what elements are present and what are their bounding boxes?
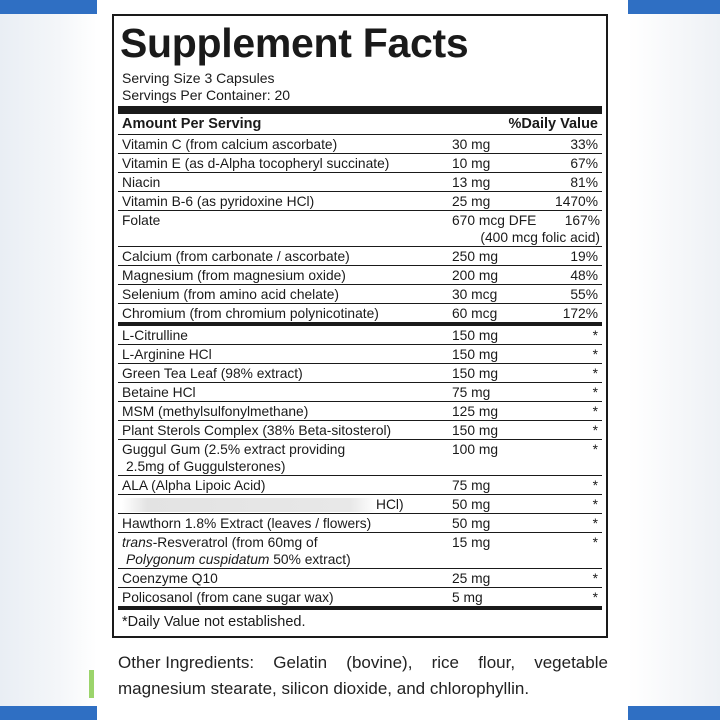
ingredient-dv: * bbox=[592, 535, 598, 550]
obscured-text bbox=[122, 498, 376, 512]
table-row bbox=[118, 383, 602, 402]
green-accent bbox=[89, 670, 94, 698]
ingredient-dv: * bbox=[592, 423, 598, 438]
ingredient-amount: 150 mg bbox=[452, 328, 499, 343]
left-package-edge bbox=[0, 0, 97, 720]
table-row bbox=[118, 495, 602, 514]
ingredient-name-cont: 2.5mg of Guggulsterones) bbox=[126, 459, 286, 474]
amount-header: Amount Per Serving bbox=[122, 116, 262, 132]
ingredient-dv: * bbox=[592, 347, 598, 362]
ingredient-amount: 50 mg bbox=[452, 516, 491, 531]
ingredient-name: Betaine HCl bbox=[122, 385, 196, 400]
nutrient-dv: 172% bbox=[562, 306, 598, 321]
servings-per-container: Servings Per Container: 20 bbox=[122, 87, 291, 103]
ingredient-rows bbox=[118, 326, 602, 606]
ingredient-dv: * bbox=[592, 404, 598, 419]
ingredient-name-cont-italic: Polygonum cuspidatum bbox=[126, 552, 270, 567]
nutrient-dv: 48% bbox=[570, 268, 598, 283]
table-row bbox=[118, 135, 602, 154]
ingredient-name-block bbox=[122, 441, 452, 475]
ingredient-name: Hawthorn 1.8% Extract (leaves / flowers) bbox=[122, 516, 372, 531]
table-row bbox=[118, 326, 602, 345]
serving-size: Serving Size 3 Capsules bbox=[122, 70, 275, 86]
ingredient-name: Policosanol (from cane sugar wax) bbox=[122, 590, 334, 605]
ingredient-dv: * bbox=[592, 590, 598, 605]
ingredient-name: -Resveratrol (from 60mg of bbox=[152, 535, 318, 550]
nutrient-name: Folate bbox=[122, 213, 161, 228]
table-row bbox=[118, 285, 602, 304]
thick-divider bbox=[118, 106, 602, 114]
folate-line bbox=[452, 212, 600, 229]
ingredient-amount: 100 mg bbox=[452, 442, 499, 457]
ingredient-dv: * bbox=[592, 442, 598, 457]
ingredient-name: Green Tea Leaf (98% extract) bbox=[122, 366, 303, 381]
table-row bbox=[118, 304, 602, 322]
ingredient-name: MSM (methylsulfonylmethane) bbox=[122, 404, 309, 419]
table-row bbox=[118, 247, 602, 266]
nutrient-name: Niacin bbox=[122, 175, 161, 190]
right-package-edge bbox=[628, 0, 720, 720]
nutrient-amount: 25 mg bbox=[452, 194, 491, 209]
ingredient-amount: 150 mg bbox=[452, 347, 499, 362]
bottom-label-edge bbox=[97, 700, 628, 720]
ingredient-dv: * bbox=[592, 328, 598, 343]
folic-acid-note: (400 mcg folic acid) bbox=[480, 230, 600, 245]
nutrient-dv: 19% bbox=[570, 249, 598, 264]
table-row bbox=[118, 476, 602, 495]
nutrient-dv: 33% bbox=[570, 137, 598, 152]
table-row bbox=[118, 421, 602, 440]
word: (bovine), bbox=[346, 653, 413, 672]
table-row bbox=[118, 569, 602, 588]
table-row bbox=[118, 154, 602, 173]
ingredient-name-block bbox=[122, 496, 452, 513]
word: flour, bbox=[478, 653, 516, 672]
ingredient-amount: 75 mg bbox=[452, 385, 491, 400]
ingredient-amount: 25 mg bbox=[452, 571, 491, 586]
nutrient-name: Magnesium (from magnesium oxide) bbox=[122, 268, 346, 283]
other-ingredients-label: Other Ingredients: bbox=[118, 653, 255, 672]
nutrient-amount: 30 mg bbox=[452, 137, 491, 152]
ingredient-name: L-Citrulline bbox=[122, 328, 188, 343]
table-row bbox=[118, 173, 602, 192]
ingredient-amount: 5 mg bbox=[452, 590, 483, 605]
table-row bbox=[118, 266, 602, 285]
ingredient-dv: * bbox=[592, 571, 598, 586]
ingredient-amount: 15 mg bbox=[452, 535, 491, 550]
ingredient-dv: * bbox=[592, 385, 598, 400]
ingredient-amount: 150 mg bbox=[452, 423, 499, 438]
folate-amount-block bbox=[452, 212, 600, 246]
nutrient-dv: 55% bbox=[570, 287, 598, 302]
nutrient-name: Vitamin E (as d-Alpha tocopheryl succinate) bbox=[122, 156, 390, 171]
right-blue-band bbox=[628, 0, 720, 14]
table-row bbox=[118, 588, 602, 606]
word: Gelatin bbox=[273, 653, 328, 672]
supplement-facts-panel bbox=[112, 14, 608, 638]
nutrient-name: Vitamin B-6 (as pyridoxine HCl) bbox=[122, 194, 315, 209]
daily-value-header: %Daily Value bbox=[508, 116, 598, 132]
table-header bbox=[118, 114, 602, 135]
word: vegetable bbox=[534, 653, 608, 672]
table-row bbox=[118, 364, 602, 383]
nutrient-amount: 250 mg bbox=[452, 249, 499, 264]
nutrient-name: Selenium (from amino acid chelate) bbox=[122, 287, 340, 302]
vitamin-rows bbox=[118, 135, 602, 322]
nutrient-amount: 30 mcg bbox=[452, 287, 498, 302]
nutrient-dv: 81% bbox=[570, 175, 598, 190]
nutrient-dv: 67% bbox=[570, 156, 598, 171]
nutrient-amount: 200 mg bbox=[452, 268, 499, 283]
table-row bbox=[118, 402, 602, 421]
ingredient-name: L-Arginine HCl bbox=[122, 347, 212, 362]
left-blue-band bbox=[0, 0, 97, 14]
ingredient-dv: * bbox=[592, 497, 598, 512]
ingredient-name: HCl) bbox=[376, 497, 404, 512]
table-row bbox=[118, 533, 602, 569]
table-row bbox=[118, 514, 602, 533]
word: rice bbox=[431, 653, 460, 672]
other-ingredients-line-1 bbox=[118, 650, 608, 676]
ingredient-dv: * bbox=[592, 366, 598, 381]
ingredient-amount: 50 mg bbox=[452, 497, 491, 512]
nutrient-amount: 13 mg bbox=[452, 175, 491, 190]
nutrient-amount: 10 mg bbox=[452, 156, 491, 171]
nutrient-dv: 1470% bbox=[555, 194, 598, 209]
table-row bbox=[118, 211, 602, 247]
ingredient-amount: 75 mg bbox=[452, 478, 491, 493]
nutrient-name: Calcium (from carbonate / ascorbate) bbox=[122, 249, 350, 264]
table-row bbox=[118, 345, 602, 364]
ingredient-name: ALA (Alpha Lipoic Acid) bbox=[122, 478, 266, 493]
ingredient-name: Plant Sterols Complex (38% Beta-sitosterol) bbox=[122, 423, 392, 438]
ingredient-amount: 150 mg bbox=[452, 366, 499, 381]
nutrient-name: Vitamin C (from calcium ascorbate) bbox=[122, 137, 338, 152]
ingredient-name: Coenzyme Q10 bbox=[122, 571, 218, 586]
ingredient-name-cont: 50% extract) bbox=[269, 552, 351, 567]
nutrient-amount: 670 mcg DFE bbox=[452, 213, 537, 228]
panel-title: Supplement Facts bbox=[120, 20, 469, 66]
nutrient-name: Chromium (from chromium polynicotinate) bbox=[122, 306, 379, 321]
ingredient-name-italic: trans bbox=[122, 535, 153, 550]
ingredient-amount: 125 mg bbox=[452, 404, 499, 419]
ingredient-name-block bbox=[122, 534, 452, 568]
ingredient-dv: * bbox=[592, 478, 598, 493]
table-row bbox=[118, 192, 602, 211]
other-ingredients bbox=[118, 650, 608, 702]
other-ingredients-line-2: magnesium stearate, silicon dioxide, and chlorophyllin. bbox=[118, 679, 530, 698]
nutrient-dv: 167% bbox=[564, 213, 600, 228]
table-row bbox=[118, 440, 602, 476]
ingredient-dv: * bbox=[592, 516, 598, 531]
daily-value-footnote: *Daily Value not established. bbox=[122, 614, 306, 630]
nutrient-amount: 60 mcg bbox=[452, 306, 498, 321]
ingredient-name: Guggul Gum (2.5% extract providing bbox=[122, 442, 346, 457]
